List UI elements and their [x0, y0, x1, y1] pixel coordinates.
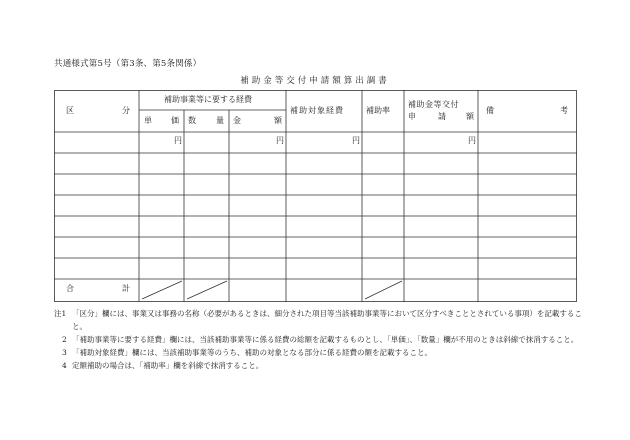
note-text: 「補助事業等に要する経費」欄には、当該補助事業等に係る経費の総額を記載するものとし、「単価」、「数量」欄が不用のときは斜線で抹消すること。	[72, 335, 579, 344]
header-amount-left: 金	[233, 116, 241, 125]
total-label-right: 計	[122, 284, 130, 293]
form-id: 共通様式第5号（第3条、第5条関係）	[54, 59, 202, 69]
strike-line-quantity	[187, 281, 227, 299]
note-number: 3	[62, 348, 67, 357]
total-label-left: 合	[66, 284, 74, 293]
note-number: 4	[62, 361, 67, 370]
header-remarks-right: 考	[560, 106, 568, 115]
header-category-left: 区	[66, 106, 74, 115]
notes-section	[54, 307, 594, 372]
strike-line-rate	[365, 281, 402, 299]
note-number: 2	[62, 335, 67, 344]
note-number: 注1	[54, 309, 67, 318]
header-grant-line2-right: 額	[466, 112, 474, 121]
note-4	[54, 359, 594, 372]
strike-line-unit-price	[142, 281, 182, 299]
header-quantity-left: 数	[188, 116, 196, 125]
note-text: 「区分」欄には、事業又は事務の名称（必要があるときは、細分された項目等当該補助事業等において区分すべきこととされている事項）を記載すること。	[72, 309, 582, 331]
calculation-table	[54, 90, 577, 302]
document-title: 補助金等交付申請額算出調書	[240, 76, 390, 86]
header-cost-group: 補助事業等に要する経費	[164, 95, 252, 104]
header-unit-price-right: 価	[171, 116, 179, 125]
header-grant-line2-left: 申	[408, 112, 416, 121]
header-rate: 補助率	[366, 106, 390, 115]
note-text: 定額補助の場合は、「補助率」欄を斜線で抹消すること。	[72, 361, 264, 370]
unit-yen-unit-price: 円	[174, 136, 182, 145]
note-text: 「補助対象経費」欄には、当該補助事業等のうち、補助の対象となる部分に係る経費の額を記載すること。	[72, 348, 432, 357]
header-amount-right: 額	[274, 116, 282, 125]
header-unit-price-left: 単	[144, 116, 152, 125]
header-category-right: 分	[122, 106, 130, 115]
header-quantity-right: 量	[216, 116, 224, 125]
unit-yen-amount: 円	[276, 136, 284, 145]
table-grid	[54, 90, 577, 302]
header-eligible-cost: 補助対象経費	[290, 106, 344, 115]
note-3	[54, 346, 594, 359]
note-1	[54, 307, 594, 333]
unit-yen-grant: 円	[468, 136, 476, 145]
unit-yen-eligible: 円	[352, 136, 360, 145]
header-grant-line2-mid: 請	[438, 112, 446, 121]
header-remarks-left: 備	[486, 106, 494, 115]
header-grant-line1: 補助金等交付	[408, 100, 459, 109]
note-2	[54, 333, 594, 346]
